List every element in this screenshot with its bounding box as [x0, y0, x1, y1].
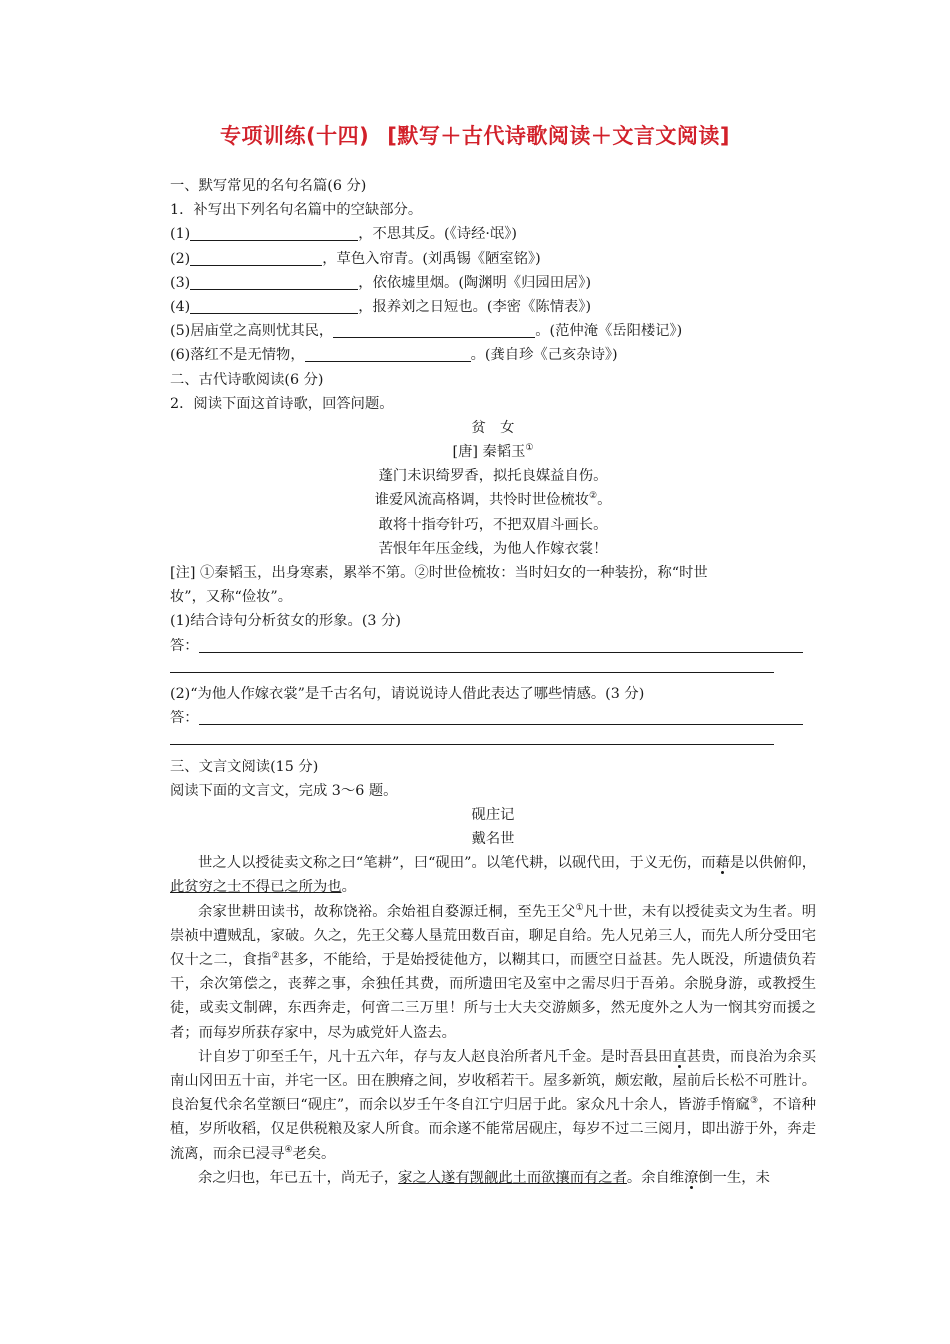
essay-paragraph-2: 余家世耕田读书，故称饶裕。余始祖自婺源迁桐，至先王父①凡十世，未有以授徒卖文为生者。明崇祯中遭贼乱，家破。久之，先王父蓦人垦荒田数百亩，聊足自给。先人兄弟三人，而先人所分受田宅仅十之二，食指②甚多，不能给，于是始授徒他方，以糊其口，而匮空日益甚。先人既没，所遗债负若干，余次第偿之，丧葬之事，余独任其费，而所遗田宅及室中之需尽归于吾弟。余脱身游，或教授生徒，或卖文制碑，东西奔走，何啻二三万里！所与士大夫交游颇多，然无度外之人为一悯其穷而援之者；而每岁所获存家中，尽为戚党奸人盗去。 [170, 902, 817, 1041]
answer-line[interactable] [170, 658, 816, 682]
essay-paragraph-3: 计自岁丁卯至壬午，凡十五六年，存与友人赵良治所者凡千金。是时吾县田直甚贵，而良治为余买南山冈田五十亩，并宅一区。田在腴瘠之间，岁收稻若干。屋多新筑，颇宏敞，屋前后长松不可胜计。良治复代余名堂额曰“砚庄”，而余以岁壬午冬自江宁归居于此。家众凡十余人，皆游手惰窳③，不谙种植，岁所收稻，仅足供税粮及家人所食。而余遂不能常居砚庄，每岁不过二三阅月，即出游于外，奔走流离，而余已浸寻④老矣。 [170, 1048, 817, 1162]
answer-area-2: 答： [170, 706, 816, 730]
dictation-item-5: (5)居庙堂之高则忧其民， 。(范仲淹《岳阳楼记》) [170, 323, 683, 340]
title-subtitle: [默写＋古代诗歌阅读＋文言文阅读] [387, 124, 730, 148]
title-main: 专项训练(十四) [220, 124, 370, 148]
sub-question-2: (2)“为他人作嫁衣裳”是千古名句，请说说诗人借此表达了哪些情感。(3 分) [170, 685, 645, 702]
answer-blank[interactable] [190, 225, 358, 241]
poem-line: 苦恨年年压金线，为他人作嫁衣裳！ [378, 540, 608, 557]
answer-blank[interactable] [305, 346, 471, 362]
section-2-heading: 二、古代诗歌阅读(6 分) [170, 371, 324, 388]
poem-line: 蓬门未识绮罗香，拟托良媒益自伤。 [378, 468, 608, 485]
essay-author: 戴名世 [471, 831, 515, 848]
answer-line[interactable] [170, 730, 816, 754]
poem-title: 贫 女 [471, 419, 515, 436]
page-title [0, 120, 950, 150]
poem-notes: [注] ①秦韬玉，出身寒素，累举不第。②时世俭梳妆：当时妇女的一种装扮，称“时世 [170, 565, 708, 581]
answer-blank[interactable] [190, 298, 358, 314]
section-1-heading: 一、默写常见的名句名篇(6 分) [170, 178, 367, 194]
dictation-item-4: (4) ，报养刘之日短也。(李密《陈情表》) [170, 298, 592, 315]
answer-area-1: 答： [170, 634, 816, 658]
answer-blank[interactable] [190, 274, 358, 290]
essay-title: 砚庄记 [471, 806, 515, 823]
dictation-item-1: (1) ，不思其反。(《诗经·氓》) [170, 226, 517, 243]
dictation-item-6: (6)落红不是无情物， 。(龚自珍《己亥杂诗》) [170, 347, 618, 364]
answer-blank[interactable] [333, 322, 535, 338]
underlined-sentence: 此贫穷之士不得已之所为也 [170, 879, 342, 896]
dictation-item-2: (2) ，草色入帘青。(刘禹锡《陋室铭》) [170, 250, 541, 267]
essay-paragraph-1: 世之人以授徒卖文称之曰“笔耕”，曰“砚田”。以笔代耕，以砚代田，于义无伤，而藉是以供俯仰，此贫穷之士不得已之所为也。 [170, 855, 817, 896]
document-body [170, 174, 816, 1190]
answer-blank[interactable] [190, 250, 322, 266]
answer-line[interactable] [199, 637, 803, 653]
reading-instruction: 阅读下面的文言文，完成 3～6 题。 [170, 782, 398, 799]
question-1: 1．补写出下列名句名篇中的空缺部分。 [170, 202, 423, 219]
underlined-sentence: 家之人遂有觊觎此土而欲攘而有之者 [398, 1169, 627, 1186]
sub-question-1: (1)结合诗句分析贫女的形象。(3 分) [170, 613, 401, 630]
poem-line: 谁爱风流高格调，共怜时世俭梳妆②。 [374, 491, 612, 509]
poem-author: [唐] 秦韬玉① [452, 443, 534, 461]
section-3-heading: 三、文言文阅读(15 分) [170, 758, 319, 775]
question-2: 2．阅读下面这首诗歌，回答问题。 [170, 395, 394, 412]
dictation-item-3: (3) ，依依墟里烟。(陶渊明《归园田居》) [170, 274, 592, 291]
answer-line[interactable] [199, 709, 803, 725]
poem-notes-cont: 妆”，又称“俭妆”。 [170, 589, 293, 606]
poem-line: 敢将十指夸针巧，不把双眉斗画长。 [378, 516, 608, 533]
essay-paragraph-4: 余之归也，年已五十，尚无子，家之人遂有觊觎此土而欲攘而有之者。余自维潦倒一生，未 [198, 1169, 770, 1186]
